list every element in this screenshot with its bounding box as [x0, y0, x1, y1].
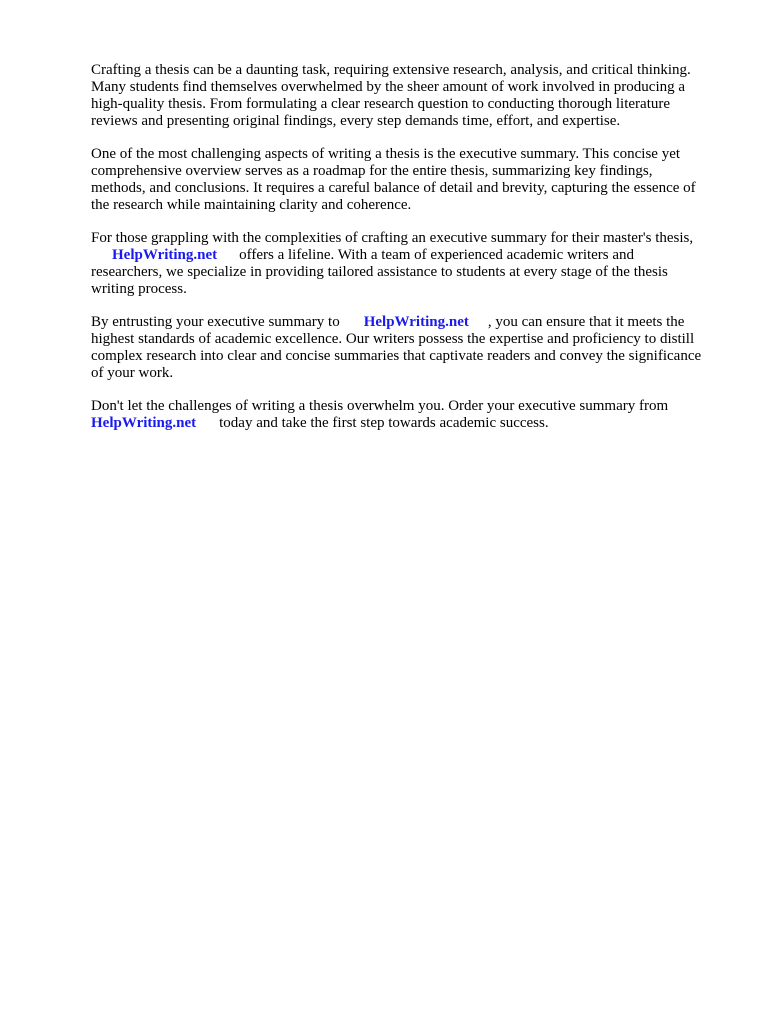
paragraph-lifeline — [91, 230, 693, 298]
text-line: the research while maintaining clarity and coherence. — [91, 197, 412, 213]
text-line: writing process. — [91, 281, 187, 297]
text-line: One of the most challenging aspects of writing a thesis is the executive summary. This concise yet — [91, 146, 681, 162]
text-line: high-quality thesis. From formulating a clear research question to conducting thorough literature — [91, 96, 671, 112]
helpwriting-link[interactable]: HelpWriting.net — [363, 314, 469, 330]
text-line: of your work. — [91, 365, 174, 381]
text-segment: , you can ensure that it meets the — [487, 314, 685, 330]
text-segment: By entrusting your executive summary to — [91, 314, 340, 330]
text-line: complex research into clear and concise summaries that captivate readers and convey the significance — [91, 348, 702, 364]
paragraph-executive-summary — [91, 146, 696, 214]
text-line: researchers, we specialize in providing tailored assistance to students at every stage of the thesis — [91, 264, 668, 280]
text-segment: offers a lifeline. With a team of experienced academic writers and — [239, 247, 635, 263]
text-line — [91, 247, 693, 264]
text-line: comprehensive overview serves as a roadmap for the entire thesis, summarizing key findings, — [91, 163, 653, 179]
text-line: Crafting a thesis can be a daunting task, requiring extensive research, analysis, and critical thinking. — [91, 62, 691, 78]
paragraph-call-to-action — [91, 398, 668, 432]
paragraph-entrusting — [91, 314, 701, 382]
helpwriting-link[interactable]: HelpWriting.net — [91, 415, 197, 431]
text-line — [91, 415, 668, 432]
text-line: reviews and presenting original findings, every step demands time, effort, and expertise. — [91, 113, 621, 129]
text-line: methods, and conclusions. It requires a careful balance of detail and brevity, capturing the essence of — [91, 180, 696, 196]
text-segment: today and take the first step towards academic success. — [219, 415, 549, 431]
paragraph-intro — [91, 62, 691, 130]
text-line — [91, 314, 701, 331]
text-line: For those grappling with the complexities of crafting an executive summary for their master's thesis, — [91, 230, 694, 246]
text-line: highest standards of academic excellence. Our writers possess the expertise and proficiency to distill — [91, 331, 695, 347]
helpwriting-link[interactable]: HelpWriting.net — [112, 247, 218, 263]
text-line: Don't let the challenges of writing a thesis overwhelm you. Order your executive summary from — [91, 398, 669, 414]
text-line: Many students find themselves overwhelmed by the sheer amount of work involved in producing a — [91, 79, 686, 95]
